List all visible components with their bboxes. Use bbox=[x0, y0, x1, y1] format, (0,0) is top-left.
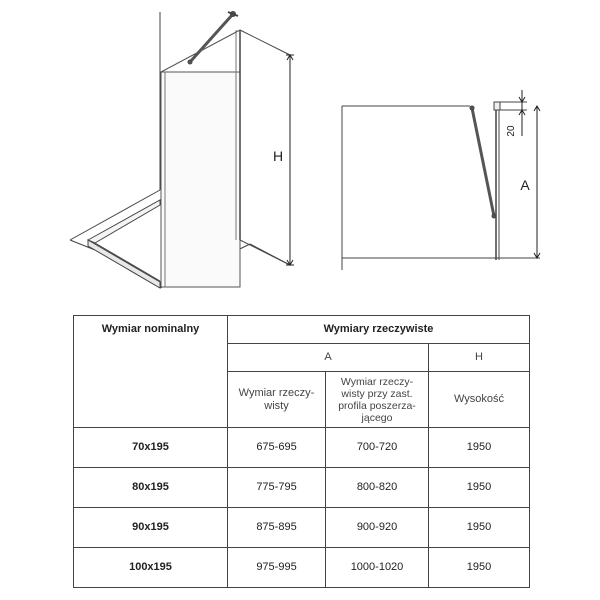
sub-actual-profile-header: Wymiar rzeczy- wisty przy zast. profila poszerza- jącego bbox=[326, 372, 429, 428]
actual-header: Wymiary rzeczywiste bbox=[228, 316, 530, 344]
side-view bbox=[342, 90, 540, 270]
offset-label: 20 bbox=[506, 125, 517, 137]
with-profile-cell: 1000-1020 bbox=[326, 548, 429, 588]
nominal-cell: 90x195 bbox=[74, 508, 228, 548]
group-h-header: H bbox=[429, 344, 530, 372]
height-cell: 1950 bbox=[429, 428, 530, 468]
actual-cell: 675-695 bbox=[228, 428, 326, 468]
with-profile-cell: 900-920 bbox=[326, 508, 429, 548]
nominal-cell: 70x195 bbox=[74, 428, 228, 468]
table-row bbox=[74, 428, 530, 468]
sub-actual-header: Wymiar rzeczy- wisty bbox=[228, 372, 326, 428]
table-row bbox=[74, 508, 530, 548]
actual-cell: 975-995 bbox=[228, 548, 326, 588]
with-profile-cell: 700-720 bbox=[326, 428, 429, 468]
actual-cell: 875-895 bbox=[228, 508, 326, 548]
table-row bbox=[74, 548, 530, 588]
nominal-cell: 100x195 bbox=[74, 548, 228, 588]
table-row bbox=[74, 468, 530, 508]
nominal-cell: 80x195 bbox=[74, 468, 228, 508]
group-a-header: A bbox=[228, 344, 429, 372]
isometric-view bbox=[70, 12, 294, 289]
height-label: H bbox=[272, 148, 284, 164]
actual-cell: 775-795 bbox=[228, 468, 326, 508]
with-profile-cell: 800-820 bbox=[326, 468, 429, 508]
height-cell: 1950 bbox=[429, 548, 530, 588]
height-cell: 1950 bbox=[429, 508, 530, 548]
sub-height-header: Wysokość bbox=[429, 372, 530, 428]
nominal-header: Wymiar nominalny bbox=[74, 316, 228, 428]
dimensions-table bbox=[73, 315, 530, 588]
width-label: A bbox=[520, 177, 530, 193]
height-cell: 1950 bbox=[429, 468, 530, 508]
